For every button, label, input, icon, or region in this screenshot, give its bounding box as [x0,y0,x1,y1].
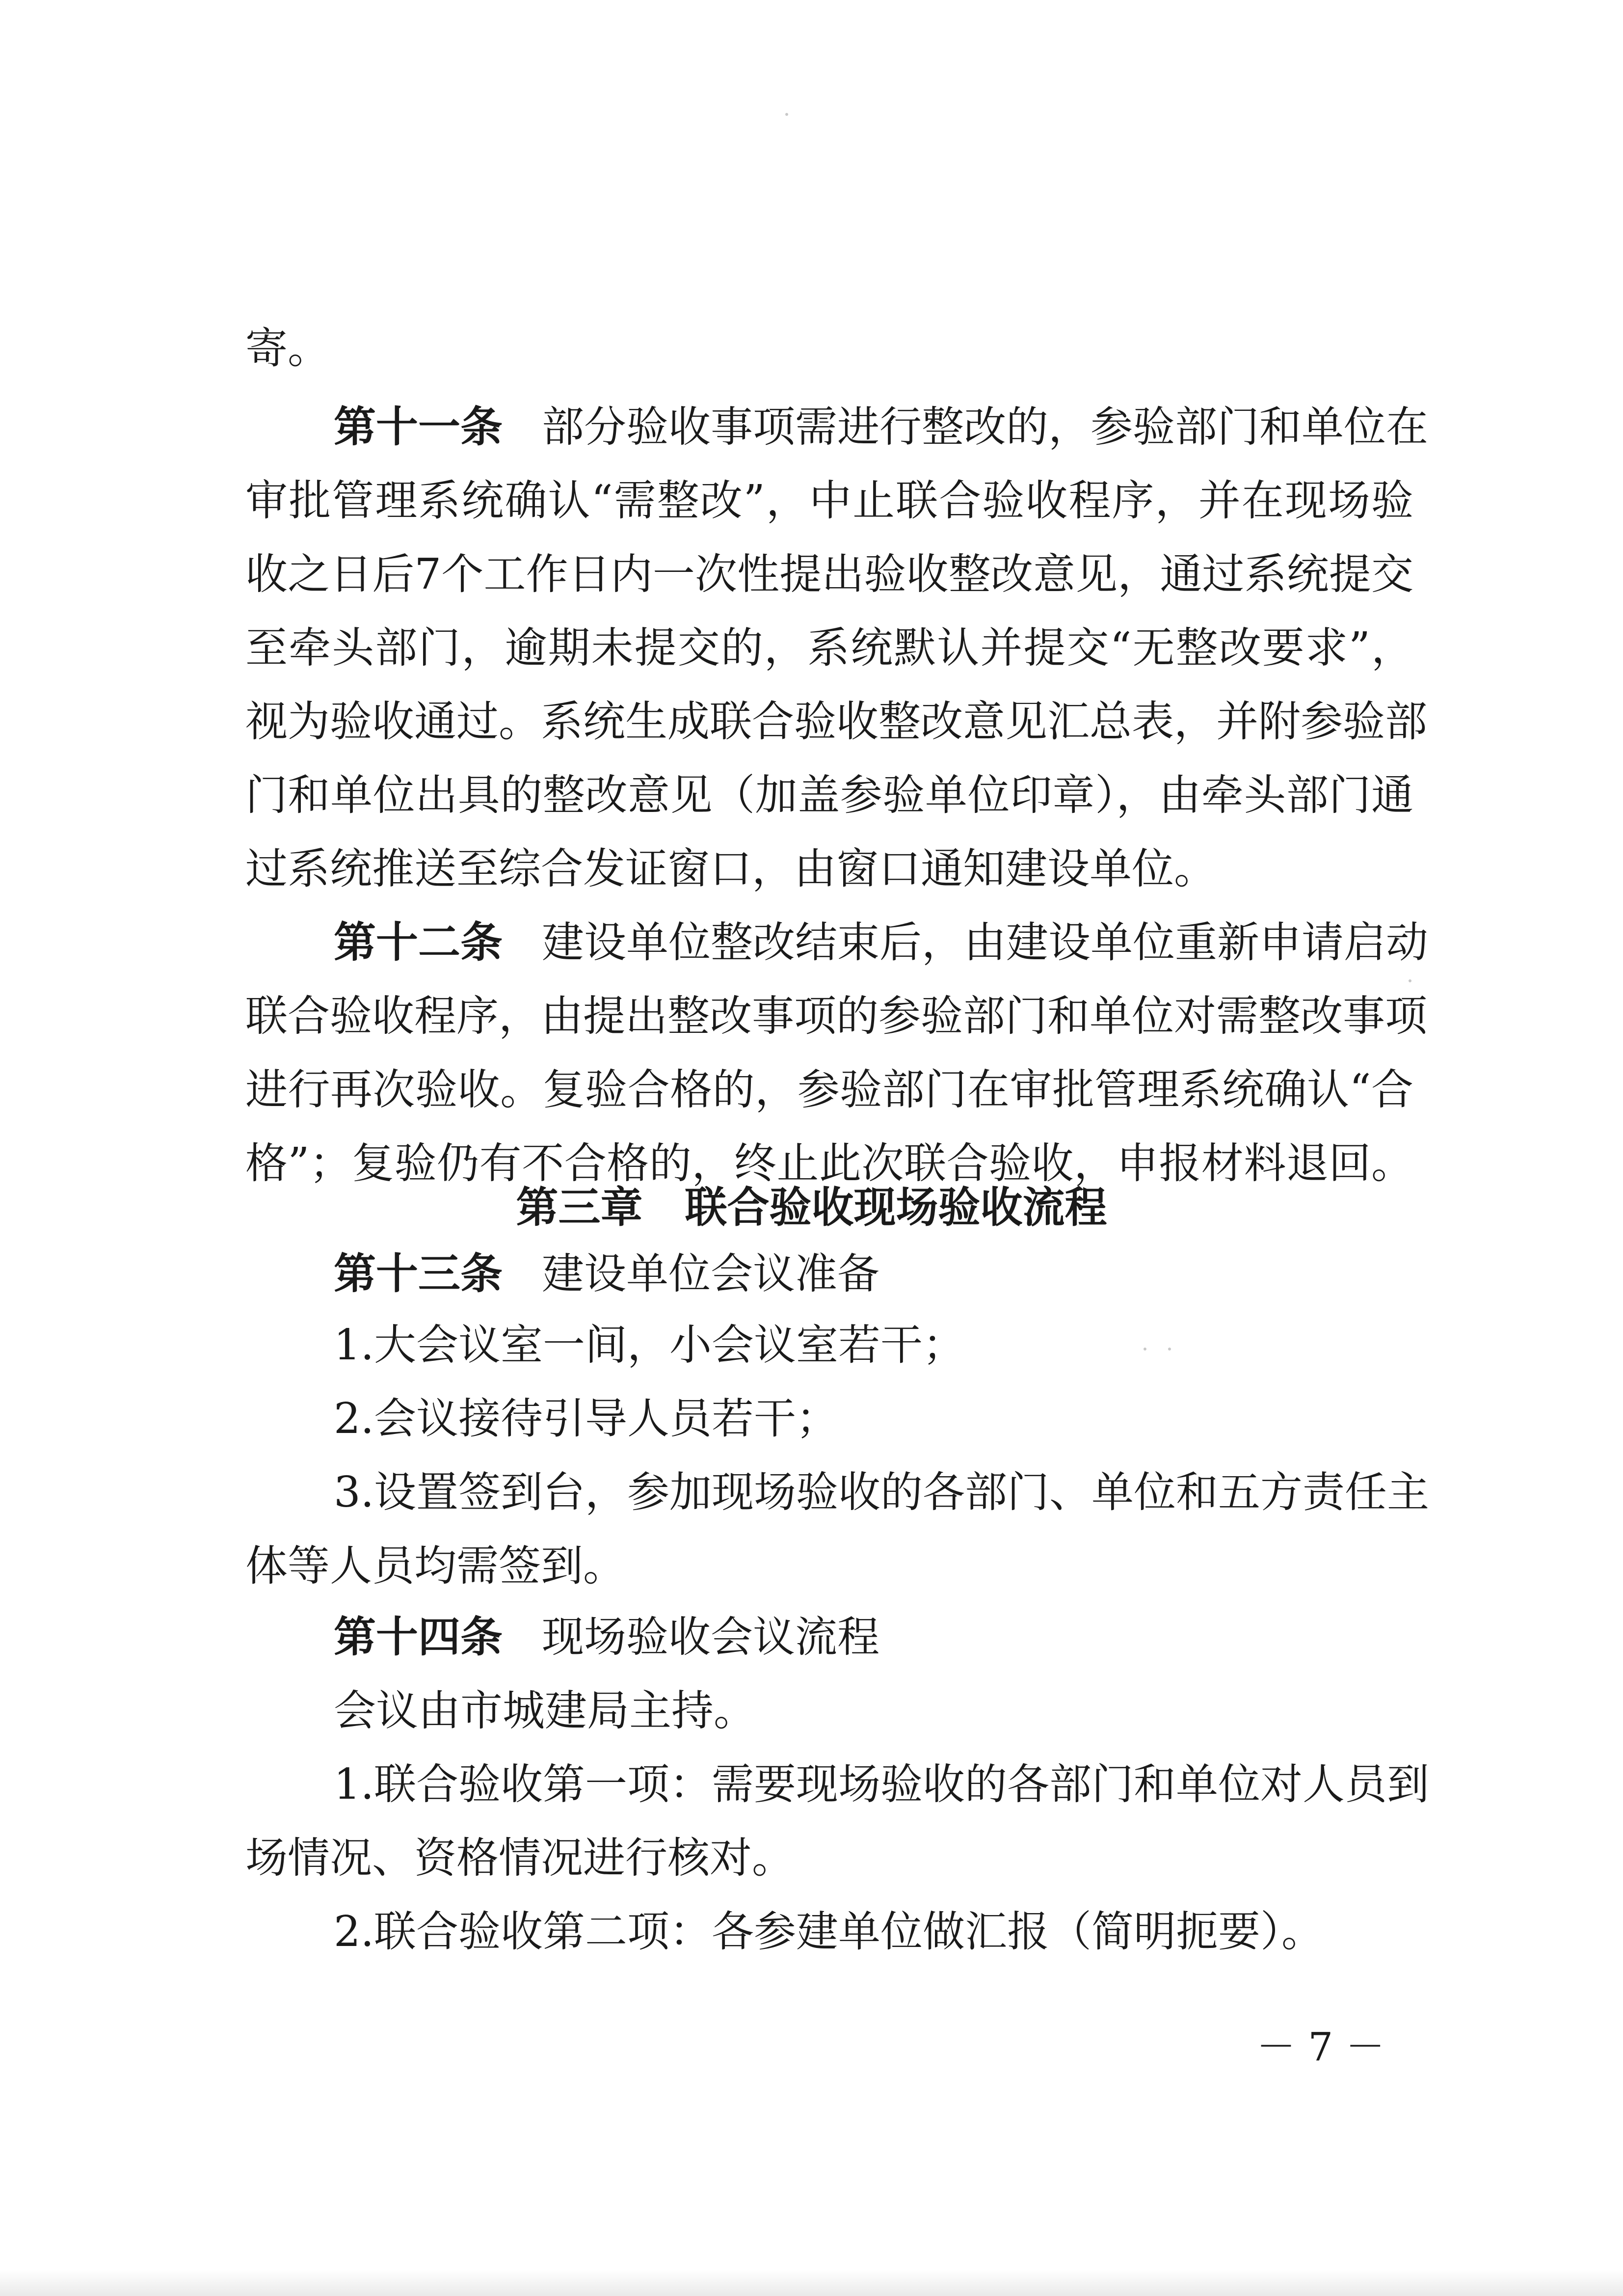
page-number: － 7 － [1256,2024,1385,2070]
article-11-line-7: 过系统推送至综合发证窗口，由窗口通知建设单位。 [245,844,1216,893]
article-11-line-1 [334,398,1428,457]
article-14-label: 第十四条 [334,1613,503,1662]
article-12-label: 第十二条 [334,918,503,967]
article-11-line-3: 收之日后7个工作日内一次性提出验收整改意见，通过系统提交 [245,550,1413,599]
article-13-heading [334,1244,879,1303]
list-item: 2.会议接待引导人员若干； [334,1394,839,1443]
scan-speck [1144,1348,1146,1351]
article-11-line-6: 门和单位出具的整改意见（加盖参验单位印章），由牵头部门通 [245,771,1413,820]
list-item: 3.设置签到台，参加现场验收的各部门、单位和五方责任主 [334,1468,1430,1517]
text-span: 部分验收事项需进行整改的，参验部门和单位在 [542,403,1428,452]
text-span: 建设单位整改结束后，由建设单位重新申请启动 [542,918,1428,967]
article-12-line-3: 进行再次验收。复验合格的，参验部门在审批管理系统确认“合 [245,1065,1413,1114]
text-line: 寄。 [245,324,330,373]
article-11-line-2: 审批管理系统确认“需整改”，中止联合验收程序，并在现场验 [245,476,1413,525]
scan-bottom-edge [0,2270,1623,2296]
scan-speck [1168,1348,1171,1351]
article-14-heading [334,1608,879,1667]
article-13-label: 第十三条 [334,1249,503,1298]
article-12-line-1 [334,913,1428,972]
scan-speck [1409,979,1411,982]
article-12-line-2: 联合验收程序，由提出整改事项的参验部门和单位对需整改事项 [245,992,1427,1041]
scan-speck [785,113,788,116]
list-item-continuation: 体等人员均需签到。 [245,1541,625,1591]
article-13-title: 建设单位会议准备 [542,1249,879,1298]
article-11-line-5: 视为验收通过。系统生成联合验收整改意见汇总表，并附参验部 [245,697,1427,746]
paragraph: 会议由市城建局主持。 [334,1686,756,1735]
chapter-heading: 第三章 联合验收现场验收流程 [516,1183,1107,1232]
list-item-continuation: 场情况、资格情况进行核对。 [245,1834,794,1883]
list-item: 1.大会议室一间，小会议室若干； [334,1321,965,1370]
article-12-line-4: 格”；复验仍有不合格的，终止此次联合验收，申报材料退回。 [245,1139,1413,1188]
list-item: 1.联合验收第一项：需要现场验收的各部门和单位对人员到 [334,1760,1430,1809]
article-11-label: 第十一条 [334,403,503,452]
article-14-title: 现场验收会议流程 [542,1613,879,1662]
list-item: 2.联合验收第二项：各参建单位做汇报（简明扼要）。 [334,1907,1324,1956]
article-11-line-4: 至牵头部门，逾期未提交的，系统默认并提交“无整改要求”， [245,623,1413,673]
